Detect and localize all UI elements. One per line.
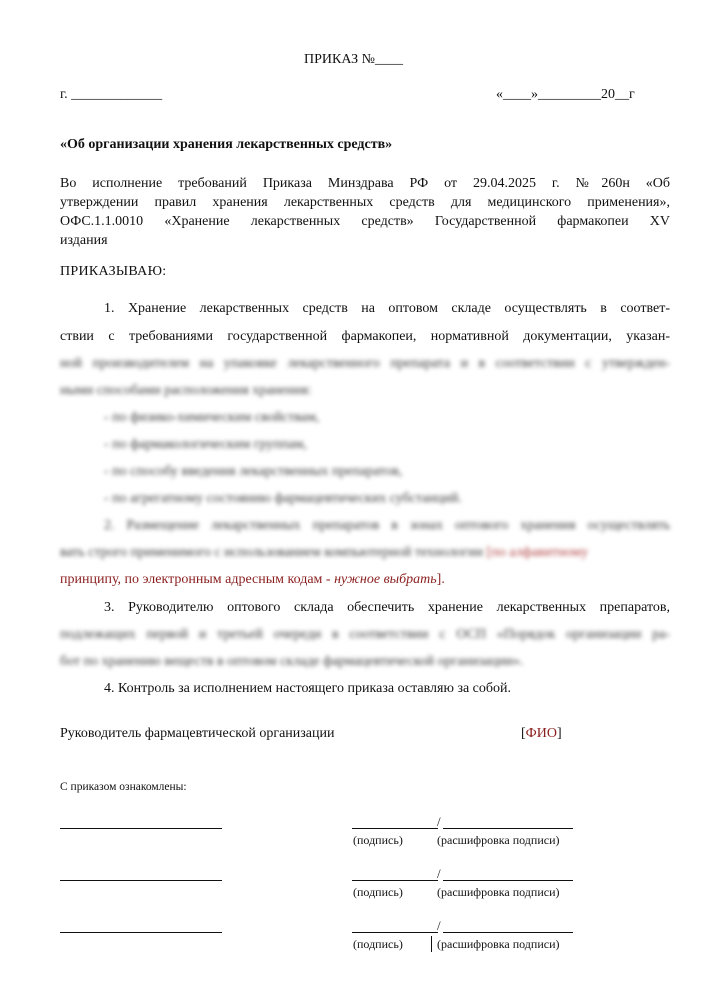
item2-blurred-line: 2. Размещение лекарственных препаратов в зонах оптового хранения осуществлять	[104, 518, 670, 533]
preamble-line: утверждении правил хранения лекарственных средств для медицинского применения»,	[60, 195, 670, 210]
decode-caption: (расшифровка подписи)	[437, 937, 560, 951]
item2-choice-line: принципу, по электронным адресным кодам - нужное выбрать].	[60, 572, 445, 587]
order-title: ПРИКАЗ №____	[304, 52, 403, 67]
decode-caption: (расшифровка подписи)	[437, 885, 560, 899]
preamble-line: ОФС.1.1.0010 «Хранение лекарственных средств» Государственной фармакопеи XV	[60, 214, 670, 229]
text-cursor	[431, 936, 432, 952]
item1-line: ствии с требованиями государственной фармакопеи, нормативной документации, указан-	[60, 329, 670, 344]
decode-caption: (расшифровка подписи)	[437, 833, 560, 847]
signature-line	[352, 932, 438, 933]
fio-placeholder: [ФИО]	[521, 726, 562, 741]
item3-line: 3. Руководителю оптового склада обеспечить хранение лекарственных препаратов,	[104, 600, 670, 615]
signature-caption: (подпись)	[353, 937, 403, 951]
bullet-item: - по агрегатному состоянию фармацевтических субстанций.	[104, 491, 462, 506]
slash-separator: /	[437, 866, 441, 881]
item3-blurred-line: бот по хранению веществ в оптовом складе фармацевтической организации».	[60, 654, 524, 669]
bullet-item: - по способу введения лекарственных препаратов,	[104, 464, 403, 479]
preamble-line: издания	[60, 233, 108, 248]
item1-blurred-line: ной производителем на упаковке лекарственного препарата и в соответствии с утвержден-	[60, 356, 670, 371]
signature-caption: (подпись)	[353, 885, 403, 899]
city-field: г. _____________	[60, 87, 163, 102]
acknowledged-label: С приказом ознакомлены:	[60, 781, 187, 793]
item3-blurred-line: подлежащих первой и третьей очереди в соответствии с ОСП «Порядок организации ра-	[60, 627, 670, 642]
order-subject: «Об организации хранения лекарственных средств»	[60, 137, 393, 152]
preamble	[60, 174, 670, 250]
signature-caption: (подпись)	[353, 833, 403, 847]
date-field: «____»_________20__г	[496, 87, 635, 102]
bullet-item: - по физико-химическим свойствам,	[104, 410, 320, 425]
name-line	[60, 828, 222, 829]
slash-separator: /	[437, 814, 441, 829]
item1-line: 1. Хранение лекарственных средств на оптовом складе осуществлять в соответ-	[104, 301, 670, 316]
signature-line	[352, 828, 438, 829]
item2-line: вать строго применимого с использованием компьютерной технологии [по алфавитному	[60, 545, 589, 560]
name-line	[60, 880, 222, 881]
decode-line	[443, 932, 573, 933]
preamble-line: Во исполнение требований Приказа Минздрава РФ от 29.04.2025 г. №260н «Об	[60, 176, 670, 191]
name-line	[60, 932, 222, 933]
decode-line	[443, 880, 573, 881]
slash-separator: /	[437, 918, 441, 933]
signature-line	[352, 880, 438, 881]
decode-line	[443, 828, 573, 829]
bullet-item: - по фармакологическим группам,	[104, 437, 307, 452]
order-word: ПРИКАЗЫВАЮ:	[60, 264, 167, 279]
item1-blurred-line: ными способами расположения хранения:	[60, 383, 312, 398]
head-signature-label: Руководитель фармацевтической организации	[60, 726, 335, 741]
item4-line: 4. Контроль за исполнением настоящего приказа оставляю за собой.	[104, 681, 512, 696]
